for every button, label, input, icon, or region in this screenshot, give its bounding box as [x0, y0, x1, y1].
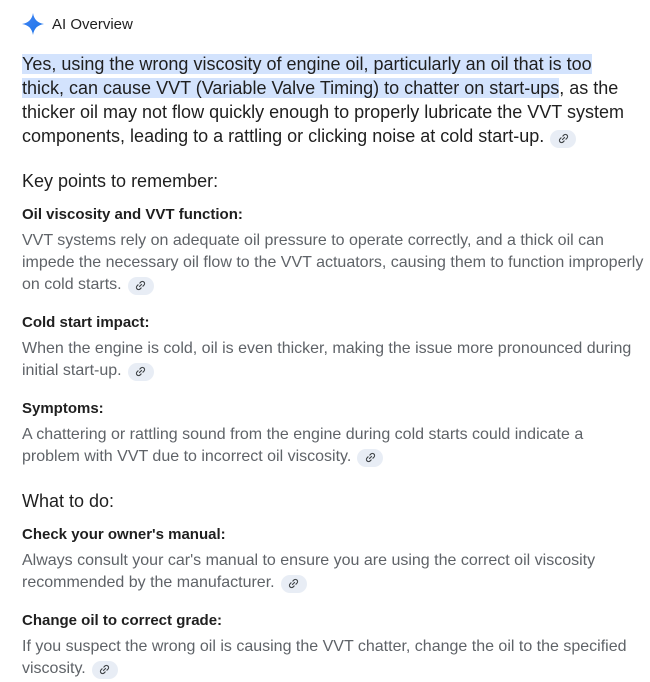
- key-points-heading: Key points to remember:: [22, 171, 219, 191]
- link-icon: [288, 578, 299, 589]
- link-icon: [558, 133, 569, 144]
- intro-line-3: thicker oil may not flow quickly enough to properly lubricate the VVT system: [22, 102, 624, 122]
- source-link-button[interactable]: [550, 130, 576, 148]
- highlighted-answer-line-2: thick, can cause VVT (Variable Valve Timing) to chatter on start-ups: [22, 78, 560, 98]
- text-line: VVT systems rely on adequate oil pressure to operate correctly, and a thick oil can: [22, 232, 604, 249]
- action-body-change-oil: [22, 636, 650, 680]
- action-title-manual: Check your owner's manual:: [22, 526, 226, 543]
- text-line: Always consult your car's manual to ensure you are using the correct oil viscosity: [22, 552, 596, 569]
- text-line: on cold starts.: [22, 276, 122, 293]
- action-body-manual: [22, 550, 650, 594]
- text-line: problem with VVT due to incorrect oil viscosity.: [22, 448, 352, 465]
- point-body-cold-start: [22, 338, 650, 382]
- text-line: recommended by the manufacturer.: [22, 574, 275, 591]
- action-title-change-oil: Change oil to correct grade:: [22, 612, 223, 629]
- ai-overview-title: AI Overview: [52, 15, 133, 33]
- text-line: viscosity.: [22, 660, 86, 677]
- point-body-symptoms: [22, 424, 650, 468]
- point-title-cold-start: Cold start impact:: [22, 314, 150, 331]
- sparkle-icon: [22, 13, 44, 35]
- source-link-button[interactable]: [281, 575, 307, 593]
- what-to-do-heading: What to do:: [22, 491, 115, 511]
- link-icon: [135, 280, 146, 291]
- intro-line-4: components, leading to a rattling or clicking noise at cold start-up.: [22, 126, 545, 146]
- point-body-viscosity: [22, 230, 650, 296]
- link-icon: [135, 366, 146, 377]
- source-link-button[interactable]: [128, 277, 154, 295]
- point-title-viscosity: Oil viscosity and VVT function:: [22, 206, 243, 223]
- text-line: A chattering or rattling sound from the engine during cold starts could indicate a: [22, 426, 584, 443]
- point-title-symptoms: Symptoms:: [22, 400, 104, 417]
- text-line: If you suspect the wrong oil is causing the VVT chatter, change the oil to the specified: [22, 638, 627, 655]
- text-line: impede the necessary oil flow to the VVT actuators, causing them to function improperly: [22, 254, 644, 271]
- ai-overview-header: [22, 12, 133, 36]
- intro-line-2-rest: , as the: [559, 78, 619, 98]
- link-icon: [365, 452, 376, 463]
- highlighted-answer-line-1: Yes, using the wrong viscosity of engine oil, particularly an oil that is too: [22, 54, 592, 74]
- text-line: When the engine is cold, oil is even thicker, making the issue more pronounced during: [22, 340, 632, 357]
- intro-paragraph: [22, 52, 650, 148]
- source-link-button[interactable]: [357, 449, 383, 467]
- link-icon: [99, 664, 110, 675]
- source-link-button[interactable]: [128, 363, 154, 381]
- source-link-button[interactable]: [92, 661, 118, 679]
- text-line: initial start-up.: [22, 362, 122, 379]
